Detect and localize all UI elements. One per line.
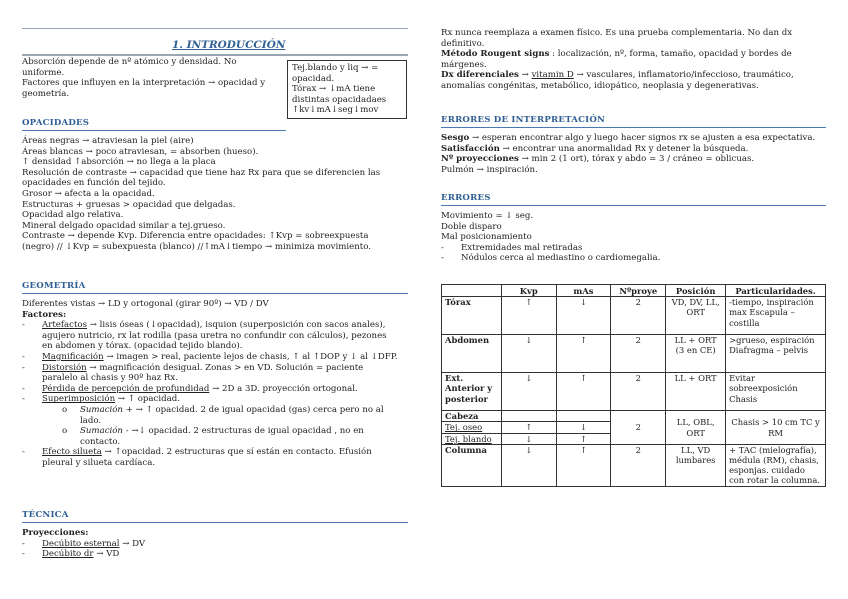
errores-rule (441, 205, 826, 206)
table-header-row: Kvp mAs Nºproye Posición Particularidades. (442, 285, 826, 297)
table-row: Abdomen ↓ ↑ 2 LL + ORT (3 en CE) >grueso, espiración Diafragma – pelvis (442, 335, 826, 373)
section-title: 1. INTRODUCCIÓN (172, 39, 286, 51)
tecnica-rule (22, 522, 408, 523)
errores-interp-rule (441, 127, 826, 128)
top-rule (22, 28, 408, 29)
geometria-text: Diferentes vistas → LD y ortogonal (girar 90º) → VD / DV Factores: - Artefactos → lisis óseas (↓opacidad), isquion (superposición con sacos anales), agujero nutricio, rx lat rodilla (pasa uretra no confundir con cálculos), pezones en abdomen y tórax. (opacidad tejido blando). - Magnificación → imagen > real, paciente lejos de chasis, ↑ al ↑DOP y ↓ al ↓DFP. - Distorsión → magnificación desigual. Zonas > en VD. Solución = paciente paralelo al chasis y 90º haz Rx. - Pérdida de percepción de profundidad → 2D a 3D. proyección ortogonal. - Superimposición → ↑ opacidad. o Sumación + → ↑ opacidad. 2 de igual opacidad (gas) cerca pero no al lado. o Sumación - →↓ opacidad. 2 estructuras de igual opacidad , no en contacto. - Efecto silueta → ↑opacidad. 2 estructuras que sí están en contacto. Efusión pleural y silueta cardíaca. (22, 299, 398, 468)
geometria-rule (22, 293, 408, 294)
geometria-heading: GEOMETRÍA (22, 281, 86, 291)
table-row: Ext. Anterior y posterior ↓ ↑ 2 LL + ORT Evitar sobreexposición Chasis (442, 373, 826, 411)
errores-interp-text: Sesgo → esperan encontrar algo y luego hacer signos rx se ajusten a esa expectativa. Satisfacción → encontrar una anormalidad Rx y detener la búsqueda. Nº proyecciones → min 2 (1 ort), tórax y abdo = 3 / cráneo = oblicuas. Pulmón → inspiración. (441, 133, 816, 175)
opacidades-rule (22, 130, 286, 131)
opacidades-heading: OPACIDADES (22, 118, 90, 128)
title-rule (22, 54, 408, 56)
intro-text: Absorción depende de nº atómico y densidad. No uniforme. Factores que influyen en la interpretación → opacidad y geometría. (22, 57, 266, 99)
right-intro: Rx nunca reemplaza a examen físico. Es una prueba complementaria. No dan dx definitivo. Método Rougent signs : localización, nº, forma, tamaño, opacidad y bordes de márgenes. Dx diferenciales → vitamin D → vasculares, inflamatorio/infeccioso, traumático, anomalías congénitas, metabólico, idiopático, neoplasia y degenerativas. (441, 28, 794, 91)
errores-text: Movimiento = ↓ seg. Doble disparo Mal posicionamiento - Extremidades mal retiradas - Nódulos cerca al mediastino o cardiomegalia. (441, 211, 661, 264)
table-row: Tórax ↑ ↓ 2 VD, DV, LL, ORT -tiempo, inspiración max Escapula – costilla (442, 297, 826, 335)
errores-interp-heading: ERRORES DE INTERPRETACIÓN (441, 115, 606, 125)
radiology-table (441, 284, 826, 487)
table-row: Columna ↓ ↑ 2 LL, VD lumbares + TAC (mielografía), médula (RM), chasis, esponjas. cuidado con rotar la columna. (442, 444, 826, 486)
note-box: Tej.blando y liq → = opacidad. Tórax → ↓mA tiene distintas opacidadaes ↑kv↓mA↓seg↓mov (287, 60, 407, 119)
table-row: Cabeza 2 LL, OBL, ORT Chasis > 10 cm TC y RM (442, 411, 826, 422)
table-row: Tej. blando ↓ ↑ (442, 433, 826, 444)
opacidades-text: Áreas negras → atraviesan la piel (aire) Áreas blancas → poco atraviesan, = absorben (hueso). ↑ densidad ↑absorción → no llega a la placa Resolución de contraste → capacidad que tiene haz Rx para que se diferencien las opacidades en función del tejido. Grosor → afecta a la opacidad. Estructuras + gruesas > opacidad que delgadas. Opacidad algo relativa. Mineral delgado opacidad similar a tej.grueso. Contraste → depende Kvp. Diferencia entre opacidades: ↑Kvp = sobreexpuesta (negro) // ↓Kvp = subexpuesta (blanco) //↑mA↓tiempo → minimiza movimiento. (22, 136, 381, 252)
tecnica-text: Proyecciones: - Decúbito esternal → DV - Decúbito dr → VD (22, 528, 146, 560)
tecnica-heading: TÉCNICA (22, 510, 69, 520)
errores-heading: ERRORES (441, 193, 491, 203)
table-row: Tej. oseo ↑ ↓ (442, 422, 826, 433)
